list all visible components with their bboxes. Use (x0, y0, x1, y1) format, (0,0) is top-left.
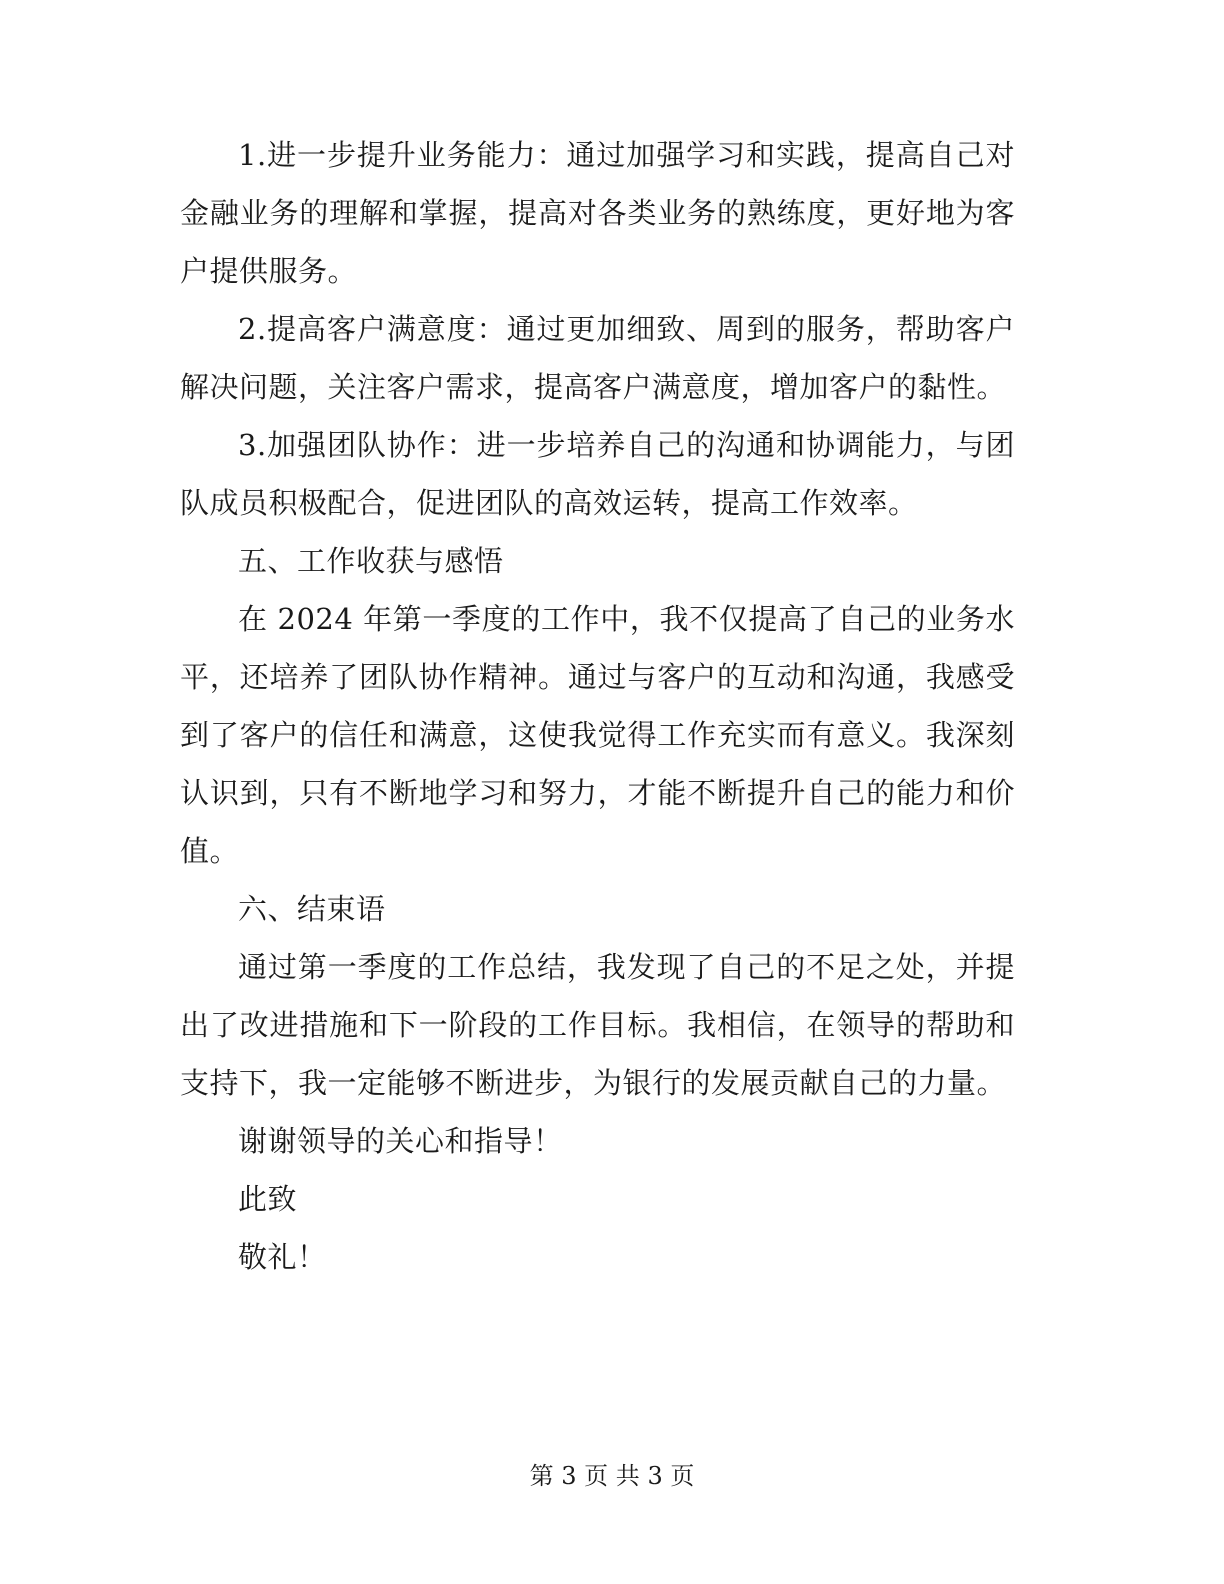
gains-paragraph: 在 2024 年第一季度的工作中，我不仅提高了自己的业务水平，还培养了团队协作精神。通过与客户的互动和沟通，我感受到了客户的信任和满意，这使我觉得工作充实而有意义。我深刻认识到，只有不断地学习和努力，才能不断提升自己的能力和价值。 (180, 602, 1015, 868)
goal-team-collaboration: 3.加强团队协作：进一步培养自己的沟通和协调能力，与团队成员积极配合，促进团队的高效运转，提高工作效率。 (180, 428, 1015, 520)
page-number-footer: 第 3 页 共 3 页 (529, 1462, 695, 1490)
conclusion-paragraph: 通过第一季度的工作总结，我发现了自己的不足之处，并提出了改进措施和下一阶段的工作目标。我相信，在领导的帮助和支持下，我一定能够不断进步，为银行的发展贡献自己的力量。 (180, 950, 1015, 1100)
closing-salutation: 此致 (238, 1182, 298, 1216)
goal-customer-satisfaction: 2.提高客户满意度：通过更加细致、周到的服务，帮助客户解决问题，关注客户需求，提高客户满意度，增加客户的黏性。 (180, 312, 1015, 404)
goal-business-ability: 1.进一步提升业务能力：通过加强学习和实践，提高自己对金融业务的理解和掌握，提高对各类业务的熟练度，更好地为客户提供服务。 (180, 138, 1015, 288)
section-heading-gains: 五、工作收获与感悟 (238, 544, 504, 578)
section-heading-conclusion: 六、结束语 (238, 892, 386, 926)
thanks-line: 谢谢领导的关心和指导！ (238, 1124, 563, 1158)
document-body (180, 126, 1015, 1286)
closing-regards: 敬礼！ (238, 1240, 327, 1274)
